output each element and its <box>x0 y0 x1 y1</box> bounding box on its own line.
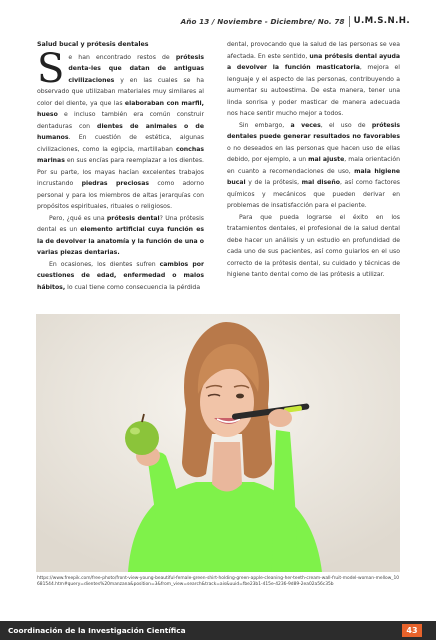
paragraph-4: dental, provocando que la salud de las personas se vea afectada. En este sentido, una prótesis dental ayuda a devolver la función masticatoria, mejora el lenguaje y el aspecto de las personas, contribuyendo a aumentar su autoestima. De esta manera, tener una linda sonrisa y poder masticar de manera adecuada nos hace sentir mucho mejor a todos. <box>227 41 400 117</box>
paragraph-3: En ocasiones, los dientes sufren cambios por cuestiones de edad, enfermedad o malos hábitos, lo cual tiene como consecuencia la pérdida <box>37 260 204 291</box>
section-title: Salud bucal y prótesis dentales <box>37 41 149 48</box>
paragraph-5: Sin embargo, a veces, el uso de prótesis dentales puede generar resultados no favorables o no deseados en las personas que hacen uso de ellas debido, por ejemplo, a un mal ajuste, mala orientación en cuanto a recomendaciones de uso, mala higiene bucal y de la prótesis, mal diseño, así como factores químicos y mecánicos que pueden derivar en problemas de insatisfacción para el paciente. <box>227 121 401 209</box>
issue-label: Año 13 / Noviembre - Diciembre/ No. 78 <box>180 16 345 26</box>
running-header <box>181 12 410 30</box>
header-divider <box>349 16 350 27</box>
paragraph-2: Pero, ¿qué es una prótesis dental? Una prótesis dental es un elemento artificial cuya función es la de devolver la anatomía y la función de una o varias piezas dentarias. <box>37 214 205 256</box>
article-photo <box>36 314 400 572</box>
page-footer <box>0 621 436 640</box>
paragraph-1: Se han encontrado restos de prótesis denta-les que datan de antiguas civilizaciones y en las cuales se ha observado que utilizaban materiales muy similares al color del diente, ya que las elaboraban con marfil, hueso e incluso también era común construir dentaduras con dientes de animales o de humanos. En cuestión de estética, algunas civilizaciones, como la egipcia, martillaban conchas marinas en sus encías para reemplazar a los dientes. Por su parte, los mayas hacían excelentes trabajos incrustando piedras preciosas como adorno personal y para los miembros de altas jerarquías con propósitos espirituales, rituales o religiosos. <box>37 45 204 210</box>
footer-title: Coordinación de la Investigación Científica <box>8 626 186 635</box>
right-column <box>227 39 400 281</box>
left-column <box>37 39 204 293</box>
drop-cap: S <box>37 45 65 92</box>
woman-with-apple-illustration <box>36 314 400 572</box>
image-credit: https://www.freepik.com/free-photo/front-view-young-beautiful-female-green-shirt-holding-green-apple-cleaning-her-teeth-cream-wall-fruit-model-woman-mellow_10681544.htm#query=dientes%20manzana&position=3&from_view=search&track=ais&uuid=fbe23b1-415e-4236-9d89-2ea02a56c35b <box>37 576 400 588</box>
page-number: 43 <box>402 624 422 637</box>
institution-label: U.M.S.N.H. <box>353 16 410 26</box>
paragraph-6: Para que pueda lograrse el éxito en los tratamientos dentales, el profesional de la salud dental debe hacer un análisis y un estudio en profundidad de cada uno de sus pacientes, así como guiarlos en el uso correcto de la prótesis dental, su cuidado y técnicas de higiene tanto dental como de las prótesis a utilizar. <box>227 213 400 278</box>
